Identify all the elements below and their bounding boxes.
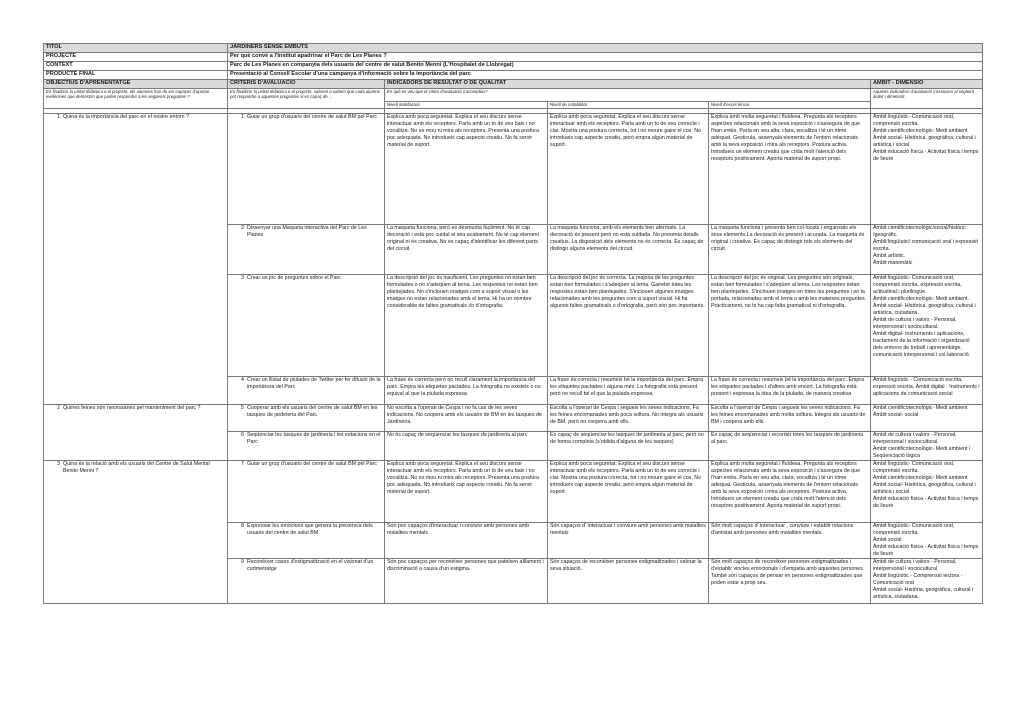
table-row: [44, 405, 983, 432]
criteri-number: 1: [241, 114, 244, 120]
criteri-number: 2: [241, 225, 244, 231]
criteri-text: Crear un llistat de piulades de Twitter per fer difusió de la importància del Parc: [247, 377, 381, 390]
indicador-satisfactori: Són poc capaços d'interactuar i conviure amb persones amb malalties mentals: [385, 523, 548, 559]
producte-value: Presentació al Consell Escolar d'una campanya d'informació sobre la importància del parc: [228, 71, 983, 80]
criteri-cell: [228, 377, 385, 405]
criteri-number: 3: [241, 275, 244, 281]
ambit-cell: Àmbit de cultura i valors - Personal, interpersonal i sociocultural Àmbit lingüístic - Comprensió lectora - Comunicació oral Àmbit social- Història, geogràfica, cultural i artística, ciutadana.: [871, 559, 983, 604]
criteri-text: Guiar un grup d'usuaris del centre de salut BM pel Parc: [247, 461, 377, 467]
objective-text: Quines feines són necessàries pel manteniment del parc ?: [63, 405, 201, 411]
titol-label: TITOL: [44, 44, 228, 53]
projecte-value: Per què convé a l'Institut apadrinar el Parc de Les Planes ?: [228, 53, 983, 62]
indicador-notabilitat: Són capaços de reconèixer persones estigmatitzades i valorar la seva situació.: [548, 559, 709, 604]
objective-number: 3: [57, 461, 60, 467]
level-excellencia: Nivell d'excel·lència: [709, 102, 871, 109]
criteri-cell: [228, 523, 385, 559]
criteri-text: Reconèixer casos d'estigmatització en el visionat d'un curtmetratge: [247, 559, 374, 572]
ambit-header: ÀMBIT - DIMENSIÓ: [871, 80, 983, 89]
criteri-cell: [228, 461, 385, 523]
indicador-satisfactori: Explica amb poca seguretat. Explica el seu discurs sense interactuar amb els receptors. Parla amb un to de veu baix i no vocalitza. No es mou ni mira als receptors. Presenta una postura poc adequada. No introdueix cap aspecte creatiu. No fa servir material de suport.: [385, 461, 548, 523]
rubric-table: [43, 43, 983, 604]
objective-cell: [44, 114, 228, 405]
level-satisfactori: Nivell satisfactori: [385, 102, 548, 109]
indicador-notabilitat: És capaç de seqüenciar les tasques de jardineria al parc, però no de forma completa (s'oblida d'alguna de les tasques): [548, 432, 709, 461]
objectius-header: OBJECTIUS D'APRENENTATGE: [44, 80, 228, 89]
indicador-notabilitat: Explica amb poca seguretat. Explica el seu discurs sense interactuar amb els receptors. Parla amb un to de veu correcte i clar. Mostra una postura correcta, tot i no moure gaire el cos. No introdueix cap aspecte creatiu, però empra algun material de suport.: [548, 114, 709, 225]
indicador-excellencia: Són molt capaços d' interactuar , conviure i establir relacions d'amistat amb persones amb malalties mentals.: [709, 523, 871, 559]
ambit-cell: Àmbit cientificotecnològic/social/històric /geogràfic. Àmbit lingüístic/ comunicació oral i expressió escrita. Àmbit artístic. Àmbit matemàtic: [871, 225, 983, 275]
criteri-cell: [228, 114, 385, 225]
indicadors-header: INDICADORS DE RESULTAT O DE QUALITAT: [385, 80, 871, 89]
ambit-subheader: Aquests indicadors d'avaluació s'associen al següent àmbit i dimensió:: [871, 89, 983, 109]
indicador-excellencia: La frase és correcta i resumeix bé la importància del parc. Empra les etiquetes pactades i d'altres amb encert. La fotografia està present i expressa la idea de la piulada, de manera creativa: [709, 377, 871, 405]
indicador-notabilitat: Escolta a l'operari de Cespa i segueix les seves indicacions. Fa les feines encomanades amb poca soltura. No integra als usuaris de BM, però no coopera amb ells.: [548, 405, 709, 432]
ambit-cell: Àmbit lingüístic- Comunicació oral, comprensió escrita. Àmbit cientificotecnològic- Medi ambient Àmbit social- Històrica, geogràfica, cultural i artística i social Àmbit educació física - Activitat física i temps de lleure: [871, 461, 983, 523]
indicador-excellencia: Explica amb molta seguretat i fluïdesa. Pregunta als receptors aspectes relacionats amb la seva exposició i s'assegura de que l'han entès. Parla en veu alta, clara, vocalitza i té un ritme adequat. Gesticula, assenyala elements de l'entorn relacionats amb la seva exposició i mira als receptors. Postura activa. Introdueix un element creatiu que crida molt l'atenció dels receptors positivament. Aporta material de suport propi.: [709, 114, 871, 225]
producte-row: [44, 71, 983, 80]
titol-row: [44, 44, 983, 53]
indicador-notabilitat: La maqueta funciona, amb els elements ben afermats. La decoració és present però no està cuidada. No presenta detalls creatius. La disposició dels elements no és correcta. És capaç de distingir alguns elements del circuit.: [548, 225, 709, 275]
indicador-satisfactori: No escolta a l'operari de Cespa i no fa cas de les seves indicacions. No coopera amb els usuaris de BM en les tasques de Jardineria.: [385, 405, 548, 432]
criteri-cell: [228, 275, 385, 377]
objective-number: 2: [57, 405, 60, 411]
indicador-satisfactori: La descripció del joc és insuficient. Les preguntes no estan ben formulades o no s'adeqüen al tema. Les respostes no estan ben plantejades. No s'inclouen imatges com a suport visual o les imatges no estan relacionades amb el tema. Hi ha un nombre considerable de faltes gramaticals i/o d'ortografia.: [385, 275, 548, 377]
ambit-cell: Àmbit lingüístic - Comunicació escrita, expressió escrita. Àmbit digital - Instruments i aplicacions de comunicació social: [871, 377, 983, 405]
objective-cell: [44, 461, 228, 604]
criteri-number: 4: [241, 377, 244, 383]
criteri-cell: [228, 432, 385, 461]
titol-value: JARDINERS SENSE EMBUTS: [228, 44, 983, 53]
indicador-excellencia: Escolta a l'operari de Cespa i segueix les seves indicacions. Fa les feines encomanades amb molta soltura. Integra als usuaris de BM i coopera amb ells.: [709, 405, 871, 432]
producte-label: PRODUCTE FINAL: [44, 71, 228, 80]
ambit-cell: Àmbit lingüístic- Comunicació oral, comprensió escrita. Àmbit social Àmbit educació física - Activitat física i temps de lleure: [871, 523, 983, 559]
table-row: [44, 114, 983, 225]
column-header-row: [44, 80, 983, 89]
criteri-number: 9: [241, 559, 244, 565]
criteri-number: 5: [241, 405, 244, 411]
indicador-satisfactori: No és capaç de seqüenciar les tasques de jardineria al parc: [385, 432, 548, 461]
table-row: [44, 461, 983, 523]
criteri-text: Seqüenciar les tasques de jardineria i les estacions en el Parc: [247, 432, 381, 445]
projecte-row: [44, 53, 983, 62]
criteri-number: 7: [241, 461, 244, 467]
indicador-excellencia: Són molt capaços de reconèixer persones estigmatitzades i d'establir vincles emocionals i d'empatia amb aquestes persones. També són capaços de pensar en persones estigmatitzades que poden estar a prop seu.: [709, 559, 871, 604]
criteris-header: CRITERIS D'AVALUACIÓ: [228, 80, 385, 89]
indicador-notabilitat: La descripció del joc és correcta. La majoria de les preguntes estan ben formulades i s'adeqüen al tema. Gairebé totes les respostes estan ben plantejades. S'inclouen algunes imatges relacionades amb les preguntes com a suport visual. Hi ha algunes faltes gramaticals o d'ortografia, però són poc importants.: [548, 275, 709, 377]
indicador-satisfactori: Són poc capaços per reconèixer persones que pateixen aïllament i discriminació a causa d'un estigma.: [385, 559, 548, 604]
level-notabilitat: Nivell de notabilitat: [548, 102, 709, 109]
indicador-satisfactori: La maqueta funciona, però es desmunta fàcilment. No té cap decoració i està poc cuidat el seu acabament. No té cap element original ni és creativa. No es capaç d'identificar les diferent parts del circuit.: [385, 225, 548, 275]
context-label: CONTEXT: [44, 62, 228, 71]
criteri-text: Crear un joc de preguntes sobre el Parc: [247, 275, 341, 281]
objectius-subheader: En finalitzar la unitat didàctica o el projecte, els alumnes han de ser capaços d'aportar evidències que demostrin que poden respondre a les següents preguntes ?: [44, 89, 228, 109]
criteri-number: 6: [241, 432, 244, 438]
criteri-cell: [228, 405, 385, 432]
indicador-excellencia: La descripció del joc és original. Les preguntes són originals, estan ben formulades i s'adeqüen al tema. Les respostes estan ben plantejades. S'inclouen imatges en totes les preguntes i en la portada, relacionades amb el tema o amb les mateixes preguntes. Pràcticament, no hi ha cap falta gramatical ni d'ortografia.: [709, 275, 871, 377]
criteri-text: Guiar un grup d'usuaris del centre de salut BM pel Parc: [247, 114, 377, 120]
criteri-number: 8: [241, 523, 244, 529]
indicador-satisfactori: La frase és correcta però no recull clarament la importància del parc. Empra les etiquetes pactades. La fotografia no existeix o no equival al que la piulada expressa: [385, 377, 548, 405]
indicadors-subheader: En què es veu que el criteri d'avaluació s'acompleix?: [385, 89, 871, 102]
indicador-notabilitat: Explica amb poca seguretat. Explica el seu discurs sense interactuar amb els receptors. Parla amb un to de veu correcte i clar. Mostra una postura correcta, tot i no moure gaire el cos. No introdueix cap aspecte creatiu, però empra algun material de suport.: [548, 461, 709, 523]
indicador-notabilitat: Són capaços d' interactuar i conviure amb persones amb malalties mentals: [548, 523, 709, 559]
criteris-subheader: En finalitzar la unitat didàctica o el projecte, sabrem o sabem que cada alumne pot respondre a aquestes preguntes si es capaç de ...: [228, 89, 385, 109]
ambit-cell: Àmbit lingüístic- Comunicació oral, comprensió escrita. Àmbit cientificotecnològic- Medi ambient Àmbit social- Històrica, geogràfica, cultural i artística i social Àmbit educació física - Activitat física i temps de lleure: [871, 114, 983, 225]
indicador-excellencia: És capaç de seqüenciar i recordar totes les tasques de jardineria al parc.: [709, 432, 871, 461]
ambit-cell: Àmbit lingüístic- Comunicació oral, comprensió escrita, expressió escrita, actitudinal i plurilingüe. Àmbit cientificotecnològic- Medi ambient. Àmbit social- Històrica, geogràfica, cultural i artística, ciutadana. Àmbit de cultura i valors - Personal, interpersonal i sociocultural. Àmbit digital- Instruments i aplicacions, tractament de la informació i organització dels entorns de treball i aprenentatge, comunicació interpersonal i col·laboració.: [871, 275, 983, 377]
ambit-cell: Àmbit de cultura i valors - Personal, interpersonal i sociocultural. Àmbit cientificotecnològic- Medi ambient i Seqüenciació lògica: [871, 432, 983, 461]
objective-text: Quina és la importància del parc en el nostre entorn ?: [63, 114, 190, 120]
indicador-excellencia: Explica amb molta seguretat i fluïdesa. Pregunta als receptors aspectes relacionats amb la seva exposició i s'assegura de que l'han entès. Parla en veu alta, clara, vocalitza i té un ritme adequat. Gesticula, assenyala elements de l'entorn relacionats amb la seva exposició i mira als receptors. Postura activa. Introdueix un element creatiu que crida molt l'atenció dels receptors positivament. Aporta material de suport propi.: [709, 461, 871, 523]
indicador-excellencia: La maqueta funciona i presenta ben col·locats i enganxats els seus elements.La decoració és present i acurada. La maqueta és original i creativa. És capaç de distingir tots els elements del circuit.: [709, 225, 871, 275]
criteri-cell: [228, 559, 385, 604]
criteri-cell: [228, 225, 385, 275]
objective-text: Quina és la relació amb els usuaris del Centre de Salut Mental Benito Menni ?: [63, 461, 210, 474]
context-value: Parc de Les Planes en companyia dels usuaris del centre de salut Benito Menni (L'Hospitalet de Llobregat): [228, 62, 983, 71]
indicador-satisfactori: Explica amb poca seguretat. Explica el seu discurs sense interactuar amb els receptors. Parla amb un to de veu baix i no vocalitza. No es mou ni mira als receptors. Presenta una postura poc adequada. No introdueix cap aspecte creatiu. No fa servir material de suport.: [385, 114, 548, 225]
criteri-text: Expressar les emocions que genera la presència dels usuaris del centre de salut BM: [247, 523, 373, 536]
indicador-notabilitat: La frase és correcta i resumeix bé la importància del parc. Empra les etiquetes pactades i alguna més. La fotografia està present però no recull bé el que la piulada expressa: [548, 377, 709, 405]
criteri-text: Dissenyar una Maqueta interactiva del Parc de Les Planes: [247, 225, 367, 238]
column-subheader-row: [44, 89, 983, 102]
criteri-text: Cooperar amb els usuaris del centre de salut BM en les tasques de jardineria del Parc: [247, 405, 378, 418]
objective-number: 1: [57, 114, 60, 120]
projecte-label: PROJECTE: [44, 53, 228, 62]
context-row: [44, 62, 983, 71]
objective-cell: [44, 405, 228, 461]
ambit-cell: Àmbit cientificotecnològic- Medi ambient Àmbit social- social: [871, 405, 983, 432]
